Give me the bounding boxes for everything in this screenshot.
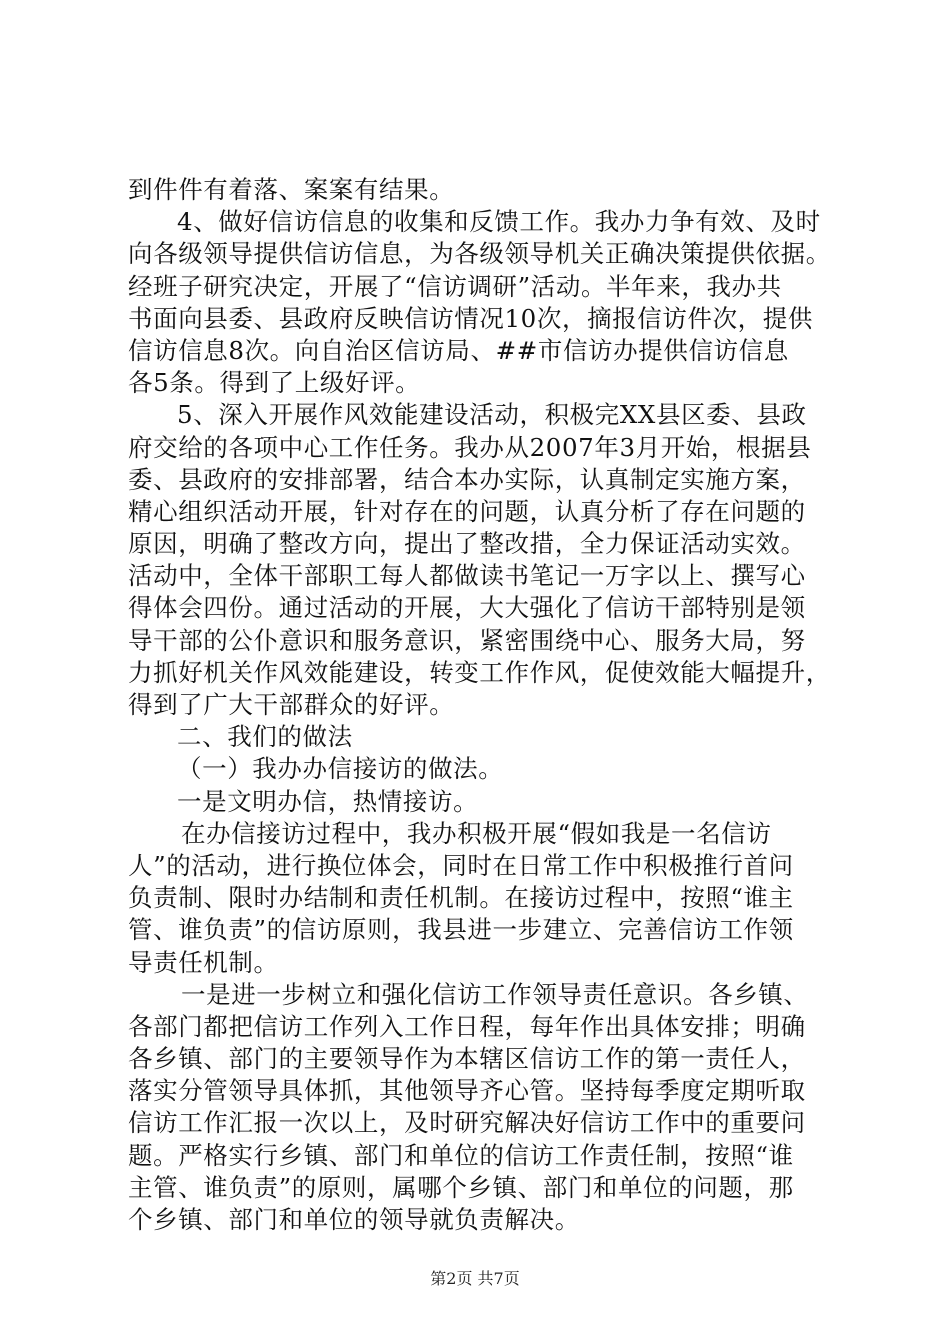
text-line: 信访工作汇报一次以上，及时研究解决好信访工作中的重要问	[128, 1108, 806, 1138]
text-line: 题。严格实行乡镇、部门和单位的信访工作责任制，按照“谁	[128, 1140, 794, 1170]
text-line: 得体会四份。通过活动的开展，大大强化了信访干部特别是领	[128, 593, 806, 623]
text-line: 得到了广大干部群众的好评。	[128, 690, 455, 719]
text-line: 各乡镇、部门的主要领导作为本辖区信访工作的第一责任人，	[128, 1044, 806, 1074]
text-line: 管、谁负责”的信访原则，我县进一步建立、完善信访工作领	[128, 915, 794, 945]
text-line: 人”的活动，进行换位体会，同时在日常工作中积极推行首问	[128, 850, 794, 880]
text-line: 落实分管领导具体抓，其他领导齐心管。坚持每季度定期听取	[128, 1076, 806, 1106]
text-line: 到件件有着落、案案有结果。	[128, 175, 455, 204]
text-line: 负责制、限时办结制和责任机制。在接访过程中，按照“谁主	[128, 883, 794, 913]
text-line: 经班子研究决定，开展了“信访调研”活动。半年来，我办共	[128, 271, 782, 301]
text-line: 向各级领导提供信访信息，为各级领导机关正确决策提供依据。	[128, 239, 831, 269]
text-line: 一是进一步树立和强化信访工作领导责任意识。各乡镇、	[181, 979, 809, 1009]
text-line: 个乡镇、部门和单位的领导就负责解决。	[128, 1205, 580, 1234]
document-body	[128, 174, 831, 1236]
text-line: 导责任机制。	[128, 947, 279, 977]
text-line: 活动中，全体干部职工每人都做读书笔记一万字以上、撰写心	[128, 561, 806, 591]
subsection-heading: （一）我办办信接访的做法。	[177, 754, 504, 784]
text-line: 主管、谁负责”的原则，属哪个乡镇、部门和单位的问题，那	[128, 1172, 794, 1202]
text-line: 精心组织活动开展，针对存在的问题，认真分析了存在问题的	[128, 496, 806, 526]
text-line: 导干部的公仆意识和服务意识，紧密围绕中心、服务大局，努	[128, 625, 806, 655]
text-line: 府交给的各项中心工作任务。我办从2007年3月开始，根据县	[128, 432, 812, 462]
text-line: 一是文明办信，热情接访。	[177, 786, 479, 816]
text-line: 书面向县委、县政府反映信访情况10次，摘报信访件次，提供	[128, 303, 813, 333]
text-line: 5、深入开展作风效能建设活动，积极完XX县区委、县政	[177, 400, 807, 430]
text-line: 力抓好机关作风效能建设，转变工作作风，促使效能大幅提升，	[128, 657, 831, 687]
text-line: 信访信息8次。向自治区信访局、##市信访办提供信访信息	[128, 335, 789, 365]
text-line: 原因，明确了整改方向，提出了整改措，全力保证活动实效。	[128, 529, 806, 559]
text-line: 各部门都把信访工作列入工作日程，每年作出具体安排；明确	[128, 1011, 806, 1041]
section-heading: 二、我们的做法	[177, 722, 353, 752]
text-line: 4、做好信访信息的收集和反馈工作。我办力争有效、及时	[177, 207, 821, 237]
text-line: 各5条。得到了上级好评。	[128, 368, 421, 398]
page-indicator: 第2页 共7页	[430, 1269, 520, 1288]
text-line: 在办信接访过程中，我办积极开展“假如我是一名信访	[181, 818, 772, 848]
text-line: 委、县政府的安排部署，结合本办实际，认真制定实施方案，	[128, 464, 806, 494]
